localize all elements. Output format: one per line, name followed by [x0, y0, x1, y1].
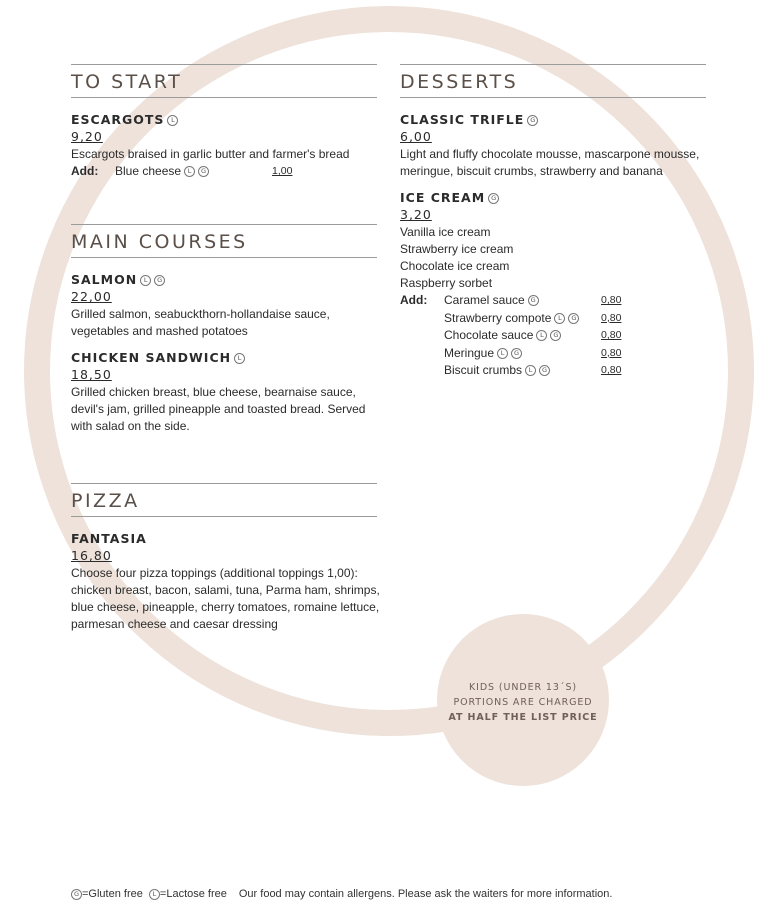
item-name: [71, 112, 377, 128]
addon-name-text: Chocolate sauce: [444, 328, 534, 342]
item-name: [71, 272, 377, 288]
item-name: [71, 350, 377, 366]
lactose-free-icon: L: [234, 353, 245, 364]
section-pizza: [71, 483, 380, 643]
menu-item: [71, 350, 377, 435]
addon-row: [400, 345, 706, 363]
item-price: 22,00: [71, 289, 112, 304]
section-to-start: [71, 64, 377, 191]
addon-price: 0,80: [601, 329, 622, 341]
description-line: Vanilla ice cream: [400, 225, 491, 239]
addon-price: 0,80: [601, 346, 622, 359]
addon-price: 0,80: [601, 311, 622, 324]
addon-name: [444, 362, 550, 380]
gluten-free-icon: G: [568, 313, 579, 324]
section-desserts: [400, 64, 706, 390]
menu-item: [71, 272, 377, 340]
section-main-courses: [71, 224, 377, 445]
item-name-text: CHICKEN SANDWICH: [71, 350, 232, 365]
menu-item: [400, 112, 706, 180]
description-line: chicken breast, bacon, salami, tuna, Parma ham, shrimps,: [71, 583, 380, 597]
addon-price: 0,80: [601, 294, 622, 306]
lactose-free-icon: L: [536, 330, 547, 341]
addon-price: 0,80: [601, 364, 622, 376]
section-heading: MAIN COURSES: [71, 224, 377, 258]
addon-name-text: Blue cheese: [115, 164, 182, 178]
addon-label: Add:: [71, 164, 99, 178]
addon-name: [115, 163, 209, 181]
addon-price: 1,00: [272, 165, 293, 177]
lactose-free-icon: L: [167, 115, 178, 126]
item-description: [71, 306, 377, 340]
gluten-free-icon: G: [154, 275, 165, 286]
addon-name: [444, 327, 561, 345]
gluten-free-icon: G: [528, 295, 539, 306]
item-name-text: FANTASIA: [71, 531, 147, 546]
description-line: Strawberry ice cream: [400, 242, 514, 256]
lactose-free-icon: L: [184, 166, 195, 177]
section-heading: PIZZA: [71, 483, 377, 517]
item-price: 16,80: [71, 548, 112, 563]
addon-name-text: Meringue: [444, 345, 495, 360]
item-description: [71, 565, 380, 633]
addon-name: [444, 292, 539, 310]
lactose-free-legend: =Lactose free: [159, 888, 227, 900]
lactose-free-icon: L: [149, 889, 160, 900]
lactose-free-icon: L: [140, 275, 151, 286]
section-heading: TO START: [71, 64, 377, 98]
section-heading: DESSERTS: [400, 64, 706, 98]
description-line: Grilled salmon, seabuckthorn-hollandaise sauce,: [71, 307, 330, 321]
lactose-free-icon: L: [525, 365, 536, 376]
item-price: 18,50: [71, 367, 112, 382]
kids-note-line: AT HALF THE LIST PRICE: [448, 712, 598, 723]
gluten-free-icon: G: [539, 365, 550, 376]
addon-name-text: Biscuit crumbs: [444, 363, 523, 377]
description-line: Choose four pizza toppings (additional toppings 1,00):: [71, 566, 358, 580]
lactose-free-icon: L: [554, 313, 565, 324]
description-line: meringue, biscuit crumbs, strawberry and banana: [400, 164, 663, 178]
addon-name: [444, 310, 579, 328]
item-name: [400, 190, 706, 206]
kids-note-line: PORTIONS ARE CHARGED: [453, 697, 593, 708]
addon-name-text: Strawberry compote: [444, 310, 552, 325]
description-line: Chocolate ice cream: [400, 259, 510, 273]
item-description: [71, 384, 377, 435]
addon-row: [400, 292, 706, 310]
kids-note-line: KIDS (UNDER 13´S): [469, 682, 577, 693]
item-name: [400, 112, 706, 128]
gluten-free-icon: G: [71, 889, 82, 900]
description-line: Light and fluffy chocolate mousse, mascarpone mousse,: [400, 147, 700, 161]
gluten-free-icon: G: [511, 348, 522, 359]
addon-label: Add:: [400, 293, 428, 307]
allergen-footer: [71, 888, 612, 900]
description-line: with salad on the side.: [71, 419, 190, 433]
description-line: blue cheese, pineapple, cherry tomatoes, romaine lettuce,: [71, 600, 380, 614]
addon-name: [444, 345, 522, 363]
item-name-text: ICE CREAM: [400, 190, 486, 205]
item-name-text: ESCARGOTS: [71, 112, 165, 127]
item-name: [71, 531, 377, 547]
addon-row: [400, 327, 706, 345]
menu-item: [71, 531, 380, 633]
addon-row: [400, 362, 706, 380]
item-price: 9,20: [71, 129, 103, 144]
allergen-notice: Our food may contain allergens. Please ask the waiters for more information.: [238, 888, 613, 900]
item-description: [400, 224, 706, 292]
description-line: devil's jam, grilled pineapple and toasted bread. Served: [71, 402, 366, 416]
item-name-text: CLASSIC TRIFLE: [400, 112, 525, 127]
lactose-free-icon: L: [497, 348, 508, 359]
description-line: vegetables and mashed potatoes: [71, 324, 248, 338]
menu-item: [71, 112, 377, 181]
item-price: 6,00: [400, 129, 432, 144]
gluten-free-icon: G: [527, 115, 538, 126]
gluten-free-icon: G: [198, 166, 209, 177]
description-line: parmesan cheese and caesar dressing: [71, 617, 278, 631]
item-price: 3,20: [400, 207, 432, 222]
addon-row: [71, 163, 377, 181]
description-line: Grilled chicken breast, blue cheese, bearnaise sauce,: [71, 385, 356, 399]
addon-row: [400, 310, 706, 328]
item-description: [400, 146, 706, 180]
description-line: Escargots braised in garlic butter and farmer's bread: [71, 147, 350, 161]
gluten-free-legend: =Gluten free: [82, 888, 143, 900]
item-name-text: SALMON: [71, 272, 138, 287]
kids-note: [437, 680, 609, 725]
gluten-free-icon: G: [488, 193, 499, 204]
description-line: Raspberry sorbet: [400, 276, 493, 290]
menu-item: [400, 190, 706, 380]
item-description: [71, 146, 377, 163]
gluten-free-icon: G: [550, 330, 561, 341]
addon-name-text: Caramel sauce: [444, 293, 525, 307]
